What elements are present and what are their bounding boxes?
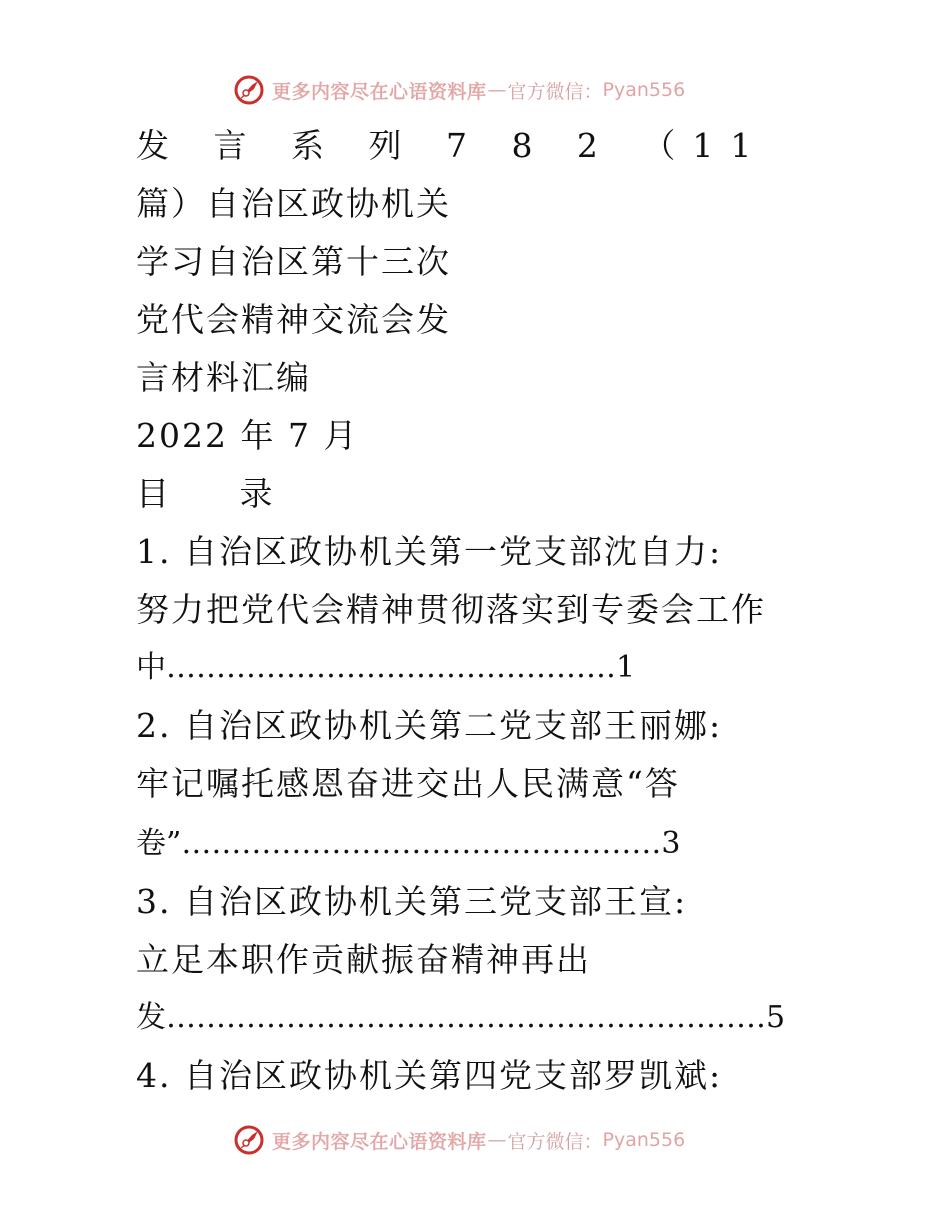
toc-entry-3-line-1: 3. 自治区政协机关第三党支部王宣: — [136, 882, 688, 921]
watermark-main-text: 更多内容尽在心语资料库 — [272, 80, 487, 103]
quill-logo-icon — [232, 73, 266, 107]
watermark-sub-text: 官方微信： — [507, 80, 603, 103]
watermark-footer — [232, 1120, 685, 1160]
toc-heading: 目 录 — [136, 474, 303, 513]
toc-entry-4-line-1: 4. 自治区政协机关第四党支部罗凯斌: — [136, 1056, 723, 1095]
title-line-5: 言材料汇编 — [136, 358, 311, 397]
watermark-dash: — — [487, 1129, 507, 1151]
title-line-1: 发 言 系 列 7 8 2 （11 — [136, 126, 769, 165]
title-line-2: 篇）自治区政协机关 — [136, 184, 451, 223]
toc-entry-3-line-2: 立足本职作贡献振奋精神再出 — [136, 940, 591, 979]
watermark-main-text: 更多内容尽在心语资料库 — [272, 1130, 487, 1153]
toc-entry-2-line-2: 牢记嘱托感恩奋进交出人民满意“答 — [136, 764, 680, 803]
watermark-id: Pyan556 — [602, 79, 686, 101]
toc-entry-2-line-1: 2. 自治区政协机关第二党支部王丽娜: — [136, 706, 723, 745]
toc-entry-1-line-1: 1. 自治区政协机关第一党支部沈自力: — [136, 532, 723, 571]
toc-entry-1-line-3: 中………………………………………1 — [136, 650, 636, 685]
watermark-id: Pyan556 — [602, 1129, 686, 1151]
toc-entry-2-line-3: 卷”…………………………………………3 — [136, 826, 681, 861]
quill-logo-icon — [232, 1123, 266, 1157]
toc-entry-3-line-3: 发……………………………………………………5 — [136, 1000, 786, 1035]
watermark-sub-text: 官方微信： — [507, 1130, 603, 1153]
toc-entry-1-line-2: 努力把党代会精神贯彻落实到专委会工作 — [136, 590, 766, 629]
title-line-3: 学习自治区第十三次 — [136, 242, 451, 281]
document-date: 2022 年 7 月 — [136, 416, 359, 455]
watermark-dash: — — [487, 79, 507, 101]
watermark-header — [232, 70, 685, 110]
title-line-4: 党代会精神交流会发 — [136, 300, 451, 339]
